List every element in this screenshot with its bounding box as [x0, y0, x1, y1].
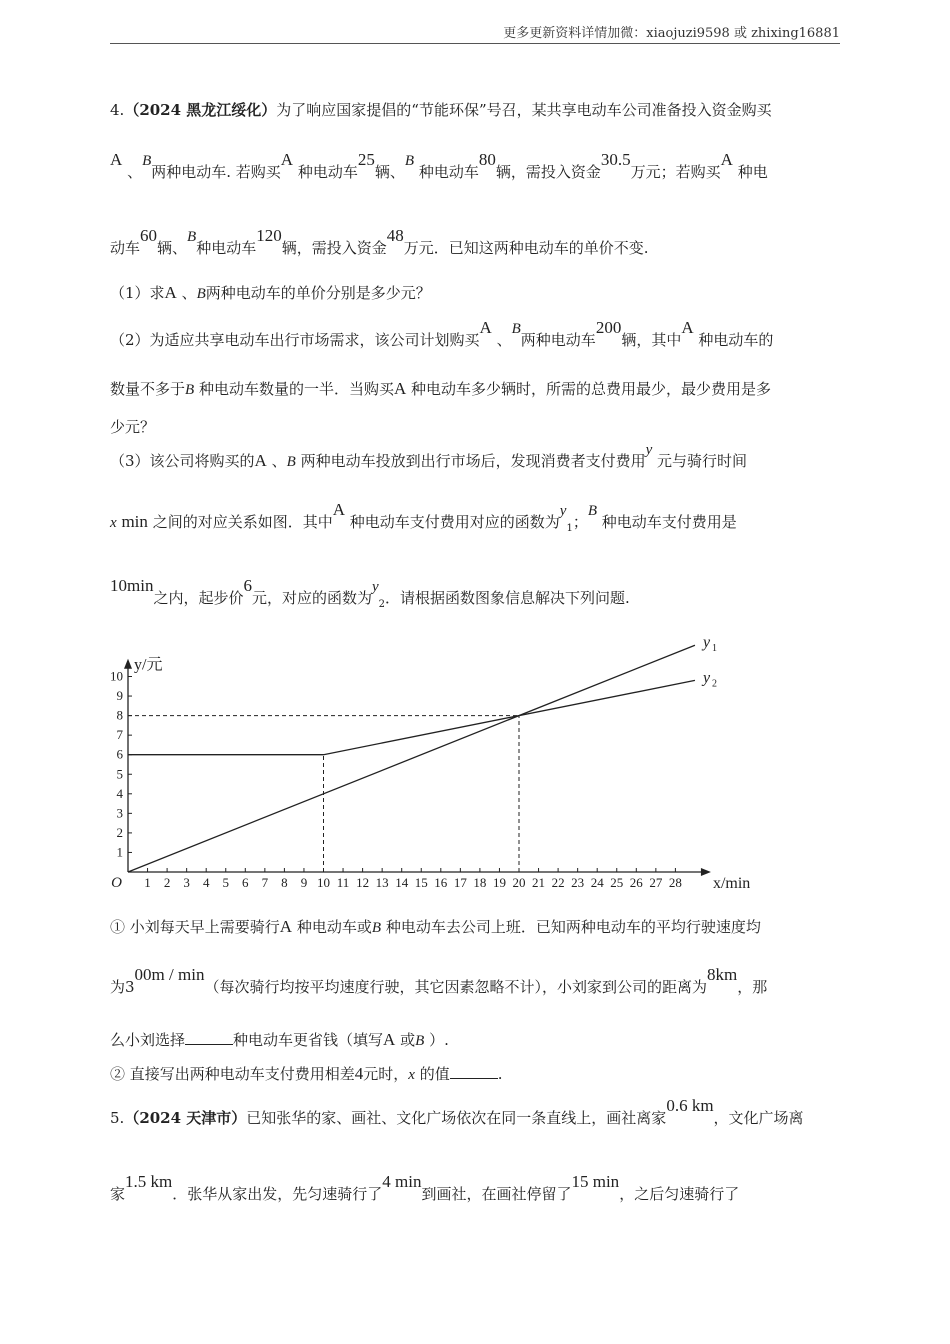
y-tick-label: 1 — [116, 844, 123, 860]
q4-part-2-line-1: （2）为适应共享电动车出行市场需求，该公司计划购买A 、B两种电动车200辆，其中A 种电动车的 — [110, 318, 774, 349]
q4-part-3-line-1: （3）该公司将购买的A 、B 两种电动车投放到出行市场后，发现消费者支付费用y 元与骑行时间 — [110, 442, 748, 470]
q4-part-2-line-3: 少元？ — [110, 418, 156, 436]
q4-part-3-line-3: 10min之内，起步价6元，对应的函数为$y_2$．请根据函数图象信息解决下列问题. — [110, 576, 630, 610]
answer-blank-2[interactable] — [450, 1064, 498, 1079]
x-axis-label: x/min — [712, 875, 751, 892]
q4-sub-1-line-1: ① 小刘每天早上需要骑行A 种电动车或B 种电动车去公司上班．已知两种电动车的平均行驶速度均 — [110, 917, 761, 936]
q5-line-2: 家1.5 km．张华从家出发，先匀速骑行了4 min到画社，在画社停留了15 min，之后匀速骑行了 — [110, 1172, 740, 1203]
x-tick-label: 23 — [571, 875, 585, 890]
x-tick-label: 9 — [300, 875, 308, 890]
y-tick-label: 5 — [116, 766, 123, 782]
header-divider — [110, 43, 840, 44]
y-axis-label: y/元 — [134, 656, 163, 674]
q4-line-2: A 、B两种电动车. 若购买A 种电动车25辆、B 种电动车80辆，需投入资金30.5万元；若购买A 种电 — [110, 150, 768, 181]
x-tick-label: 10 — [317, 875, 330, 890]
x-tick-label: 25 — [610, 875, 624, 890]
y-tick-label: 10 — [110, 668, 123, 684]
x-tick-label: 3 — [183, 875, 190, 890]
y-tick-label: 3 — [116, 805, 123, 821]
series-label-sub-y1: 1 — [711, 643, 717, 655]
x-tick-label: 27 — [649, 875, 663, 890]
series-y2 — [128, 680, 695, 754]
x-tick-label: 24 — [590, 875, 604, 890]
x-tick-label: 16 — [434, 875, 448, 890]
function-graph — [100, 628, 760, 898]
x-tick-label: 19 — [492, 875, 506, 890]
q4-sub-1-line-2: 为300m / min（每次骑行均按平均速度行驶，其它因素忽略不计），小刘家到公司的距离为8km，那 — [110, 965, 768, 996]
x-tick-label: 21 — [532, 875, 546, 890]
origin-label: O — [111, 875, 122, 891]
x-tick-label: 2 — [163, 875, 171, 890]
x-tick-label: 6 — [242, 875, 249, 890]
x-tick-label: 11 — [336, 875, 350, 890]
y-tick-label: 4 — [116, 785, 123, 801]
y-tick-label: 8 — [116, 707, 123, 723]
x-tick-label: 7 — [261, 875, 269, 890]
q4-sub-2: ② 直接写出两种电动车支付费用相差4元时，x 的值 . — [110, 1064, 503, 1083]
page-header: 更多更新资料详情加微：xiaojuzi9598 或 zhixing16881 — [503, 26, 840, 41]
series-label-y2: y — [702, 669, 711, 687]
series-y1 — [128, 645, 695, 872]
x-tick-label: 1 — [144, 875, 151, 890]
x-tick-label: 15 — [414, 875, 428, 890]
series-label-y1: y — [702, 634, 711, 652]
x-tick-label: 22 — [551, 875, 565, 890]
x-tick-label: 18 — [473, 875, 487, 890]
x-tick-label: 14 — [395, 875, 409, 890]
y-tick-label: 7 — [116, 727, 123, 743]
x-tick-label: 8 — [281, 875, 288, 890]
x-tick-label: 26 — [629, 875, 643, 890]
x-tick-label: 5 — [222, 875, 229, 890]
q4-part-1: （1）求A 、B两种电动车的单价分别是多少元？ — [110, 283, 431, 302]
y-tick-label: 6 — [116, 746, 123, 762]
x-tick-label: 20 — [512, 875, 526, 890]
q4-part-2-line-2: 数量不多于B 种电动车数量的一半．当购买A 种电动车多少辆时，所需的总费用最少，最少费用是多 — [110, 379, 772, 398]
q4-line-1: 4.（2024 黑龙江绥化）为了响应国家提倡的“节能环保”号召，某共享电动车公司准备投入资金购买 — [110, 101, 772, 119]
q5-line-1: 5.（2024 天津市）已知张华的家、画社、文化广场依次在同一条直线上，画社离家0.6 km，文化广场离 — [110, 1096, 804, 1127]
y-axis-arrow — [124, 659, 132, 669]
y-tick-label: 9 — [116, 688, 123, 704]
x-tick-label: 17 — [453, 875, 467, 890]
x-axis-arrow — [701, 868, 711, 876]
x-tick-label: 13 — [375, 875, 389, 890]
y-tick-label: 2 — [116, 824, 123, 840]
q4-sub-1-line-3: 么小刘选择 种电动车更省钱（填写A 或B ）. — [110, 1030, 449, 1049]
x-tick-label: 12 — [356, 875, 370, 890]
answer-blank-1[interactable] — [185, 1030, 233, 1045]
q4-line-3: 动车60辆、B种电动车120辆，需投入资金48万元．已知这两种电动车的单价不变. — [110, 226, 649, 257]
x-tick-label: 28 — [668, 875, 682, 890]
series-label-sub-y2: 2 — [711, 678, 717, 690]
x-tick-label: 4 — [202, 875, 210, 890]
q4-part-3-line-2: x min 之间的对应关系如图．其中A 种电动车支付费用对应的函数为$y_1$；B 种电动车支付费用是 — [110, 500, 737, 534]
